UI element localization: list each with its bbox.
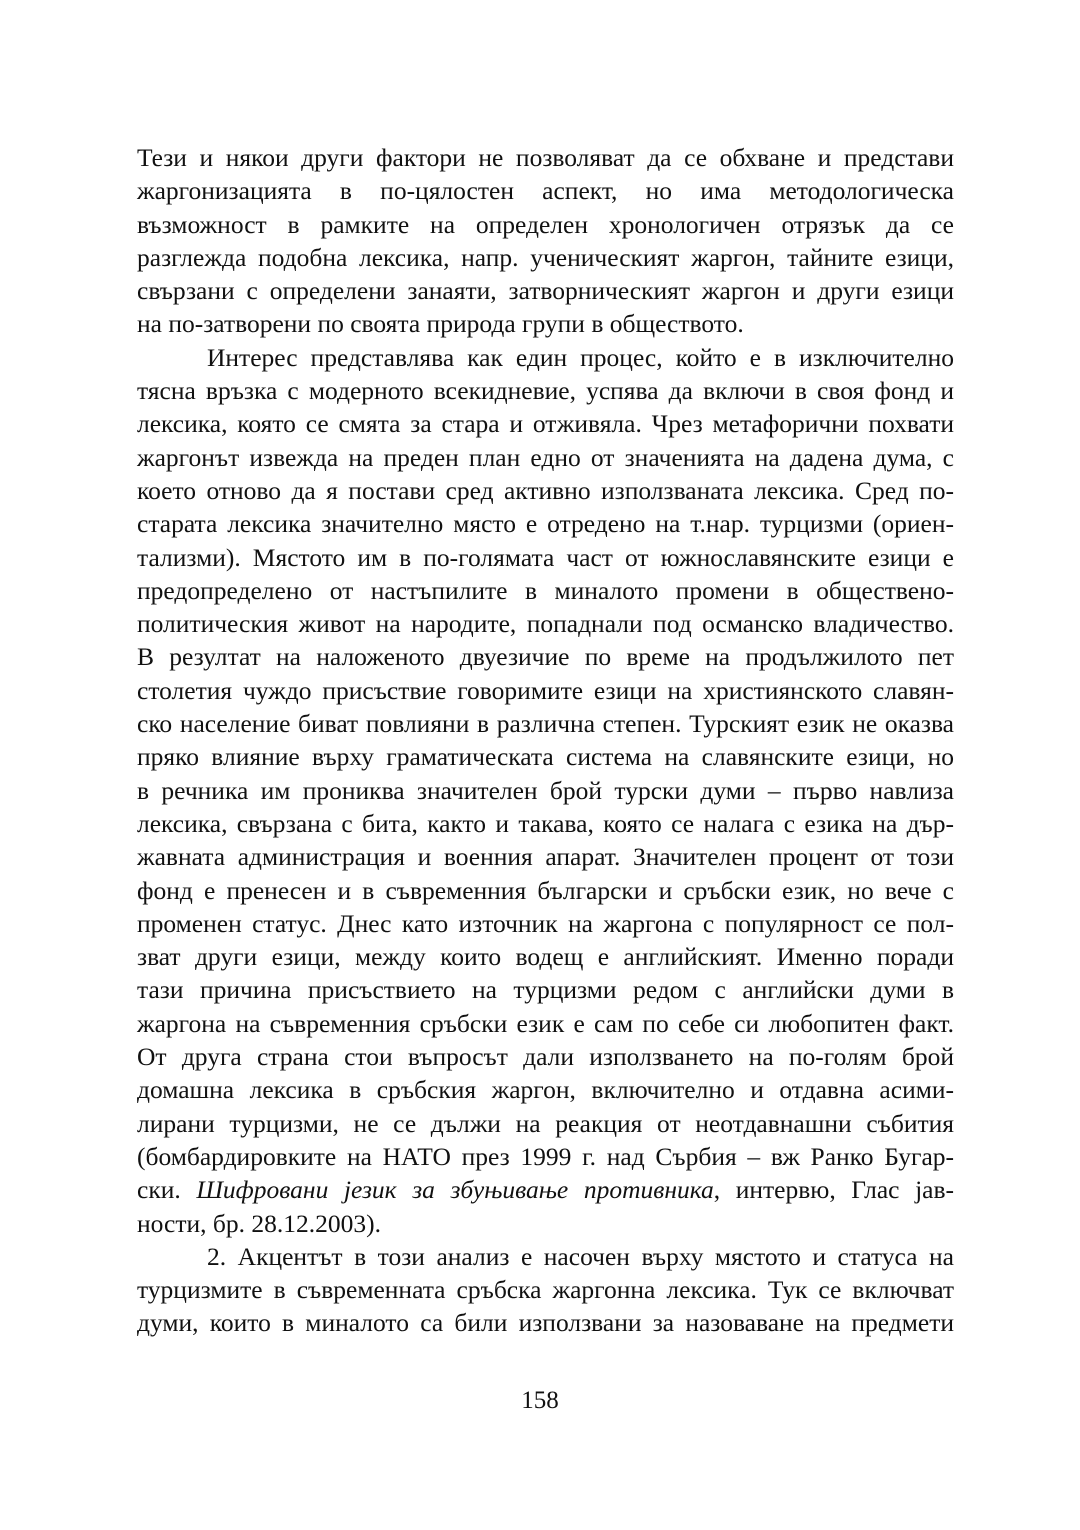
citation-line	[137, 1173, 954, 1206]
text-line: Тези и някои други фактори не позволяват да се обхване и представи	[137, 143, 954, 172]
text-line: домашна лексика в сръбския жаргон, включително и отдавна асими-	[137, 1075, 954, 1105]
text-line: променен статус. Днес като източник на жаргона с популярност се пол-	[137, 908, 954, 938]
text-line: възможност в рамките на определен хронологичен отрязък да се	[137, 209, 954, 239]
text-line: турцизмите в съвременната сръбска жаргонна лексика. Тук се включват	[137, 1275, 954, 1305]
page-number: 158	[521, 1387, 559, 1414]
text-line: лирани турцизми, не се дължи на реакция от неотдавнашни събития	[137, 1108, 954, 1138]
text-line: жаргонизацията в по-цялостен аспект, но има методологическа	[137, 176, 954, 206]
text-line: свързани с определени занаяти, затворническият жаргон и други езици	[137, 276, 954, 306]
paragraph-end-line: на по-затворени по своята природа групи в обществото.	[137, 309, 744, 339]
text-line: старата лексика значително място е отредено на т.нар. турцизми (ориен-	[137, 509, 954, 539]
text-line: политическия живот на народите, попаднали под османско владичество.	[137, 609, 954, 639]
text-line: тализми). Мястото им в по-голямата част от южнославянските езици е	[137, 542, 954, 572]
text-line: лексика, която се смята за стара и отживяла. Чрез метафорични похвати	[137, 409, 954, 439]
text-line: тази причина присъствието на турцизми редом с английски думи в	[137, 975, 954, 1005]
cited-work-title: Шифровани језик за збуњивање противника	[196, 1175, 714, 1205]
citation-prefix: ски.	[137, 1175, 197, 1205]
text-line: ско население биват повлияни в различна степен. Турският език не оказва	[137, 709, 954, 739]
text-line: фонд е пренесен и в съвременния български и сръбски език, но вече с	[137, 875, 954, 905]
text-line: тясна връзка с модерното всекидневие, успява да включи в своя фонд и	[137, 376, 954, 406]
text-line: което отново да я постави сред активно използваната лексика. Сред по-	[137, 475, 954, 505]
text-line: лексика, свързана с бита, както и такава, която се налага с езика на дър-	[137, 808, 954, 838]
text-line: пряко влияние върху граматическата система на славянските езици, но	[137, 742, 954, 772]
text-line: предопределено от настъпилите в миналото промени в обществено-	[137, 575, 954, 605]
text-line: в речника им прониква значителен брой турски думи – първо навлиза	[137, 775, 954, 805]
paragraph-start-line: Интерес представлява как един процес, който е в изключително	[207, 342, 954, 372]
paragraph-start-line: 2. Акцентът в този анализ е насочен върху мястото и статуса на	[207, 1241, 954, 1271]
text-line: жаргона на съвременния сръбски език е сам по себе си любопитен факт.	[137, 1008, 954, 1038]
text-line: зват други езици, между които водещ е английският. Именно поради	[137, 942, 954, 972]
text-line: жавната администрация и военния апарат. Значителен процент от този	[137, 842, 954, 872]
body-text	[137, 141, 954, 1340]
text-line: столетия чуждо присъствие говоримите езици на християнското славян-	[137, 675, 954, 705]
citation-suffix: , интервю, Глас јав-	[713, 1175, 955, 1205]
paragraph-end-line: ности, бр. 28.12.2003).	[137, 1208, 381, 1238]
text-line: В резултат на наложеното двуезичие по време на продължилото пет	[137, 642, 954, 672]
text-line: жаргонът извежда на преден план едно от значенията на дадена дума, с	[137, 442, 954, 472]
text-line: думи, които в миналото са били използвани за назоваване на предмети	[137, 1308, 954, 1338]
text-line: От друга страна стои въпросът дали използването на по-голям брой	[137, 1042, 954, 1072]
text-line: (бомбардировките на НАТО през 1999 г. над Сърбия – вж Ранко Бугар-	[137, 1141, 954, 1171]
text-line: разглежда подобна лексика, напр. ученическият жаргон, тайните езици,	[137, 242, 954, 272]
